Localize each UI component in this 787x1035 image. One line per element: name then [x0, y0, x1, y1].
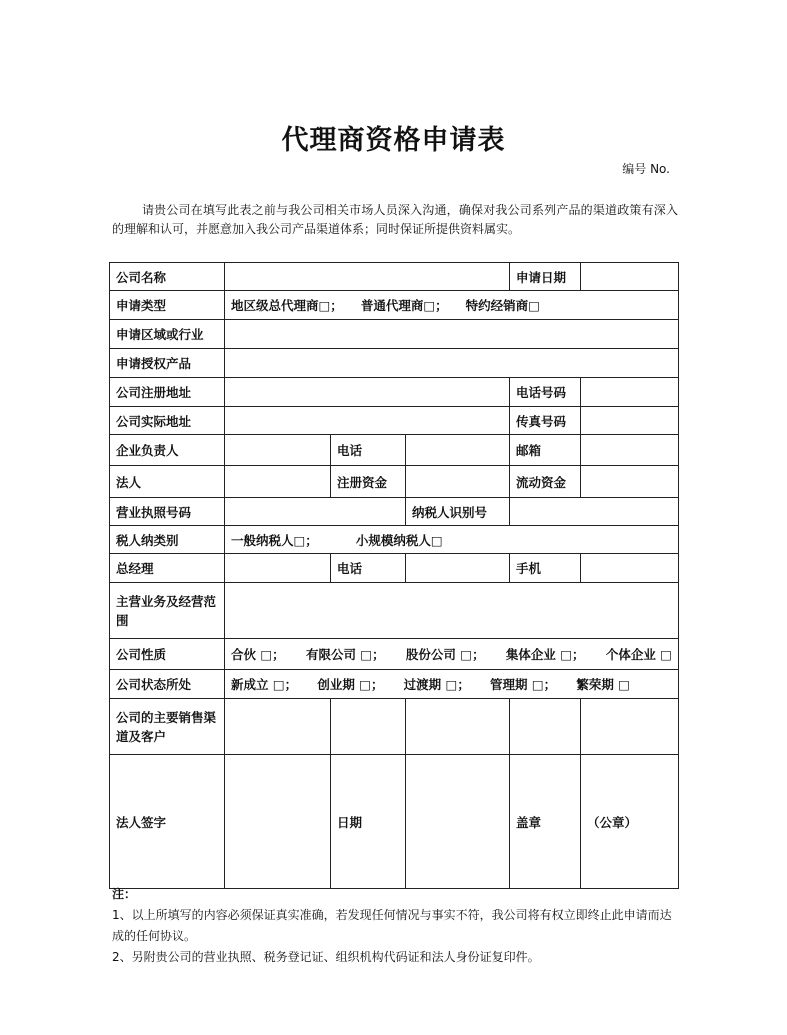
- table-row: [110, 583, 679, 639]
- sales-channels-field-3[interactable]: [406, 699, 510, 755]
- sales-channels-field-5[interactable]: [581, 699, 679, 755]
- reg-capital-label: 注册资金: [331, 466, 406, 498]
- note-item-1: 1、以上所填写的内容必须保证真实准确，若发现任何情况与事实不符，我公司将有权立即终止此申请而达成的任何协议。: [112, 908, 672, 943]
- business-scope-field[interactable]: [225, 583, 679, 639]
- legal-sign-field[interactable]: [225, 755, 331, 889]
- serial-number-label: 编号 No.: [622, 162, 670, 176]
- fax-no-field[interactable]: [581, 407, 679, 435]
- table-row: [110, 498, 679, 526]
- option-prosperity[interactable]: 繁荣期 □: [576, 677, 630, 692]
- table-row: [110, 291, 679, 320]
- official-seal-label: （公章）: [581, 755, 679, 889]
- apply-date-label: 申请日期: [510, 263, 581, 291]
- email-label: 邮箱: [510, 435, 581, 466]
- apply-region-label: 申请区域或行业: [110, 320, 225, 349]
- table-row: [110, 670, 679, 699]
- option-collective[interactable]: 集体企业 □；: [505, 647, 585, 662]
- working-capital-label: 流动资金: [510, 466, 581, 498]
- sales-channels-field-4[interactable]: [510, 699, 581, 755]
- table-row: [110, 466, 679, 498]
- status-options: [225, 670, 679, 699]
- apply-product-field[interactable]: [225, 349, 679, 378]
- option-new[interactable]: 新成立 □；: [231, 677, 298, 692]
- nature-options: [225, 639, 679, 670]
- phone-no-field[interactable]: [581, 378, 679, 407]
- legal-sign-label: 法人签字: [110, 755, 225, 889]
- intro-paragraph: 请贵公司在填写此表之前与我公司相关市场人员深入沟通，确保对我公司系列产品的渠道政策有深入的理解和认可，并愿意加入我公司产品渠道体系；同时保证所提供资料属实。: [112, 203, 678, 236]
- table-row: [110, 407, 679, 435]
- reg-address-field[interactable]: [225, 378, 510, 407]
- option-transition[interactable]: 过渡期 □；: [403, 677, 470, 692]
- table-row: [110, 320, 679, 349]
- nature-label: 公司性质: [110, 639, 225, 670]
- principal-phone-field[interactable]: [406, 435, 510, 466]
- option-general-taxpayer[interactable]: 一般纳税人□；: [231, 532, 318, 548]
- option-partnership[interactable]: 合伙 □；: [231, 647, 285, 662]
- company-name-label: 公司名称: [110, 263, 225, 291]
- status-label: 公司状态所处: [110, 670, 225, 699]
- table-row: [110, 699, 679, 755]
- option-joint-stock[interactable]: 股份公司 □；: [405, 647, 485, 662]
- table-row: [110, 755, 679, 889]
- seal-label: 盖章: [510, 755, 581, 889]
- gm-phone-field[interactable]: [406, 554, 510, 583]
- legal-person-field[interactable]: [225, 466, 331, 498]
- mobile-field[interactable]: [581, 554, 679, 583]
- taxpayer-id-label: 纳税人识别号: [406, 498, 510, 526]
- license-no-label: 营业执照号码: [110, 498, 225, 526]
- table-row: [110, 378, 679, 407]
- tax-type-options: [225, 526, 679, 554]
- table-row: [110, 526, 679, 554]
- reg-address-label: 公司注册地址: [110, 378, 225, 407]
- sales-channels-label: 公司的主要销售渠道及客户: [110, 699, 225, 755]
- option-management[interactable]: 管理期 □；: [489, 677, 557, 692]
- table-row: [110, 435, 679, 466]
- table-row: [110, 554, 679, 583]
- gm-phone-label: 电话: [331, 554, 406, 583]
- date-field[interactable]: [406, 755, 510, 889]
- legal-person-label: 法人: [110, 466, 225, 498]
- email-field[interactable]: [581, 435, 679, 466]
- apply-region-field[interactable]: [225, 320, 679, 349]
- sales-channels-field-2[interactable]: [331, 699, 406, 755]
- notes-section: [112, 884, 678, 968]
- working-capital-field[interactable]: [581, 466, 679, 498]
- apply-product-label: 申请授权产品: [110, 349, 225, 378]
- principal-field[interactable]: [225, 435, 331, 466]
- gm-field[interactable]: [225, 554, 331, 583]
- principal-phone-label: 电话: [331, 435, 406, 466]
- actual-address-field[interactable]: [225, 407, 510, 435]
- note-item-2: 2、另附贵公司的营业执照、税务登记证、组织机构代码证和法人身份证复印件。: [112, 950, 540, 964]
- company-name-field[interactable]: [225, 263, 510, 291]
- apply-date-field[interactable]: [581, 263, 679, 291]
- page-title: 代理商资格申请表: [281, 125, 506, 156]
- option-limited-company[interactable]: 有限公司 □；: [305, 647, 385, 662]
- notes-heading: 注：: [112, 887, 137, 901]
- principal-label: 企业负责人: [110, 435, 225, 466]
- option-small-taxpayer[interactable]: 小规模纳税人□: [355, 532, 443, 548]
- table-row: [110, 349, 679, 378]
- apply-type-label: 申请类型: [110, 291, 225, 320]
- sales-channels-field-1[interactable]: [225, 699, 331, 755]
- option-startup[interactable]: 创业期 □；: [317, 677, 384, 692]
- tax-type-label: 税人纳类别: [110, 526, 225, 554]
- table-row: [110, 639, 679, 670]
- fax-no-label: 传真号码: [510, 407, 581, 435]
- license-no-field[interactable]: [225, 498, 406, 526]
- option-special-dealer[interactable]: 特约经销商□: [465, 298, 540, 313]
- option-general-agent[interactable]: 普通代理商□；: [360, 298, 448, 313]
- gm-label: 总经理: [110, 554, 225, 583]
- phone-no-label: 电话号码: [510, 378, 581, 407]
- date-label: 日期: [331, 755, 406, 889]
- business-scope-label: 主营业务及经营范围: [110, 583, 225, 639]
- option-regional-agent[interactable]: 地区级总代理商□；: [231, 298, 343, 313]
- application-form-table: [109, 262, 679, 889]
- table-row: [110, 263, 679, 291]
- mobile-label: 手机: [510, 554, 581, 583]
- actual-address-label: 公司实际地址: [110, 407, 225, 435]
- taxpayer-id-field[interactable]: [510, 498, 679, 526]
- option-individual[interactable]: 个体企业 □: [605, 647, 672, 662]
- reg-capital-field[interactable]: [406, 466, 510, 498]
- apply-type-options: [225, 291, 679, 320]
